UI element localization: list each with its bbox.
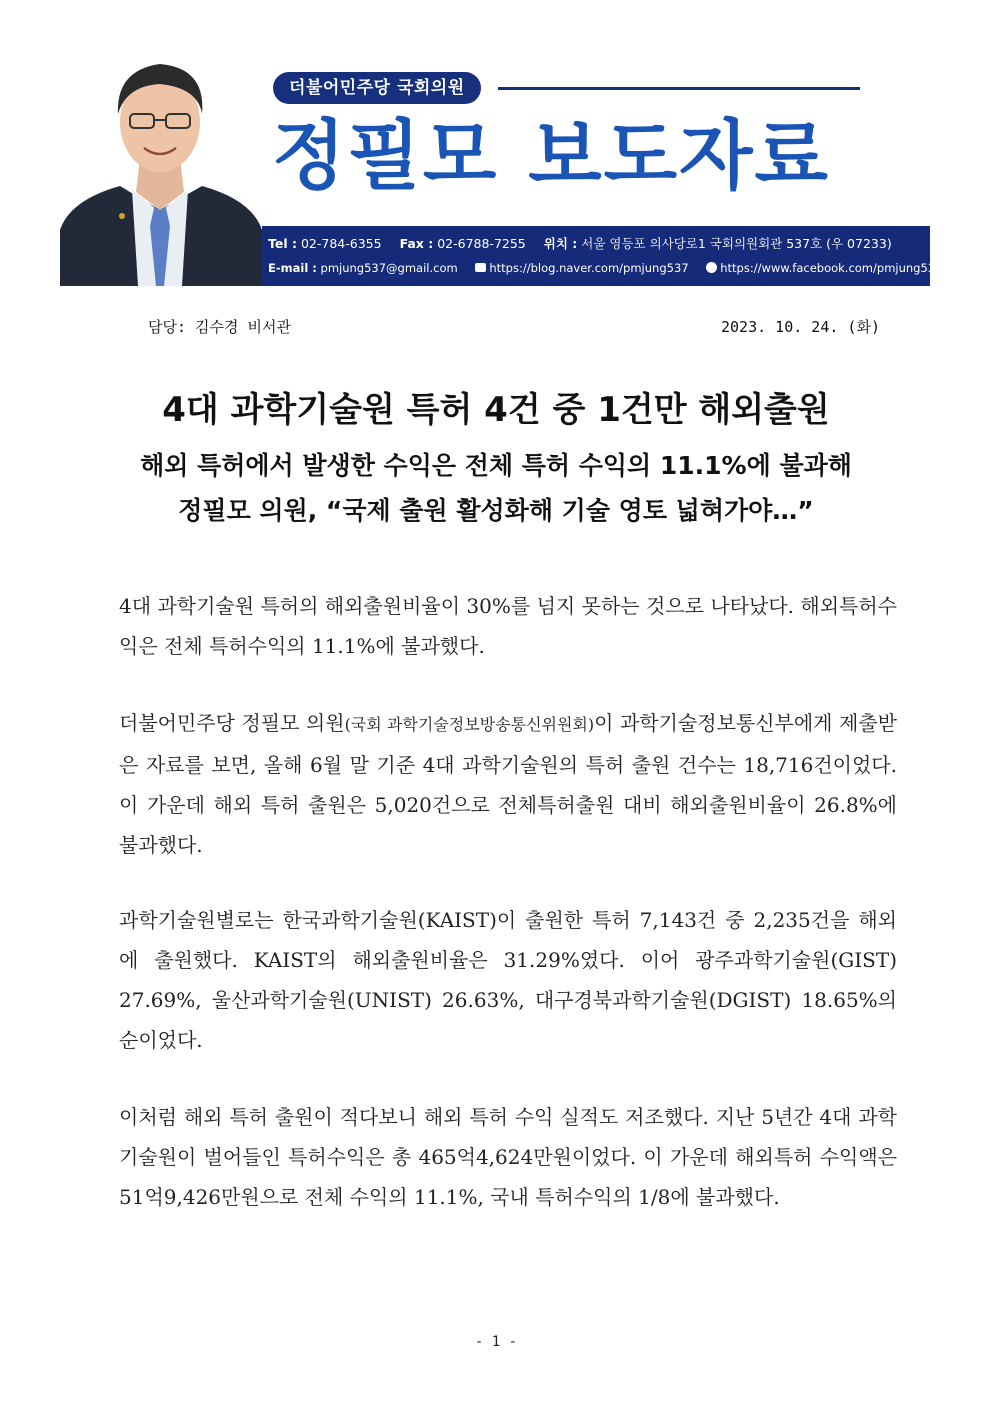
contact-row-phone (268, 234, 892, 254)
facebook-icon (706, 262, 717, 273)
page-number: - 1 - (474, 1334, 518, 1350)
headline-subtitle-1: 해외 특허에서 발생한 수익은 전체 특허 수익의 11.1%에 불과해 (140, 451, 852, 480)
header-rule (498, 87, 860, 90)
facebook-link[interactable]: https://www.facebook.com/pmjung537 (720, 261, 943, 275)
location-address: 서울 영등포 의사당로1 국회의원회관 537호 (우 07233) (581, 236, 892, 251)
tel-number[interactable]: 02-784-6355 (300, 236, 382, 251)
committee-note: (국회 과학기술정보방송통신위원회) (344, 715, 595, 734)
doc-type: 보도자료 (528, 111, 830, 200)
headline-subtitle-2: 정필모 의원, “국제 출원 활성화해 기술 영토 넓혀가야…” (178, 496, 814, 525)
paragraph-4: 이처럼 해외 특허 출원이 적다보니 해외 특허 수익 실적도 저조했다. 지난 5년간 4대 과학기술원이 벌어들인 특허수익은 총 465억4,624만원이었다. 이 가운데 해외특허 수익액은 51억9,426만원으로 전체 수익의 11.1%, 국내 특허수익의 1/8에 불과했다. (119, 1105, 897, 1209)
tel-label: Tel : (268, 236, 297, 251)
email-address[interactable]: pmjung537@gmail.com (320, 261, 458, 275)
release-date: 2023. 10. 24. (화) (721, 318, 880, 336)
press-release-title (272, 108, 830, 204)
paragraph-2-rest: 이 과학기술정보통신부에게 제출받은 자료를 보면, 올해 6월 말 기준 4대 과학기술원의 특허 출원 건수는 18,716건이었다. 이 가운데 해외 특허 출원은 5,020건으로 전체특허출원 대비 해외출원비율이 26.8%에 불과했다. (119, 711, 897, 857)
blog-icon (475, 263, 486, 272)
headline-title: 4대 과학기술원 특허 4건 중 1건만 해외출원 (162, 390, 830, 430)
paragraph-2 (119, 703, 897, 865)
location-label: 위치 : (543, 236, 578, 251)
fax-number: 02-6788-7255 (437, 236, 526, 251)
party-label: 더불어민주당 국회의원 (273, 72, 481, 104)
paragraph-1: 4대 과학기술원 특허의 해외출원비율이 30%를 넘지 못하는 것으로 나타났다. 해외특허수익은 전체 특허수익의 11.1%에 불과했다. (119, 594, 897, 658)
paragraph-3: 과학기술원별로는 한국과학기술원(KAIST)이 출원한 특허 7,143건 중 2,235건을 해외에 출원했다. KAIST의 해외출원비율은 31.29%였다. 이어 광주과학기술원(GIST) 27.69%, 울산과학기술원(UNIST) 26.63%, 대구경북과학기술원(DGIST) 18.65%의 순이었다. (119, 908, 897, 1052)
blog-link[interactable]: https://blog.naver.com/pmjung537 (489, 261, 689, 275)
lawmaker-name: 정필모 (272, 111, 499, 200)
lawmaker-portrait (60, 40, 262, 286)
portrait-image (60, 40, 262, 286)
contact-person: 담당: 김수경 비서관 (148, 318, 292, 336)
fax-label: Fax : (399, 236, 434, 251)
paragraph-2-lead: 더불어민주당 정필모 의원 (119, 711, 345, 735)
contact-row-web (268, 258, 942, 278)
contact-bar (262, 226, 943, 286)
email-label: E-mail : (268, 261, 317, 275)
